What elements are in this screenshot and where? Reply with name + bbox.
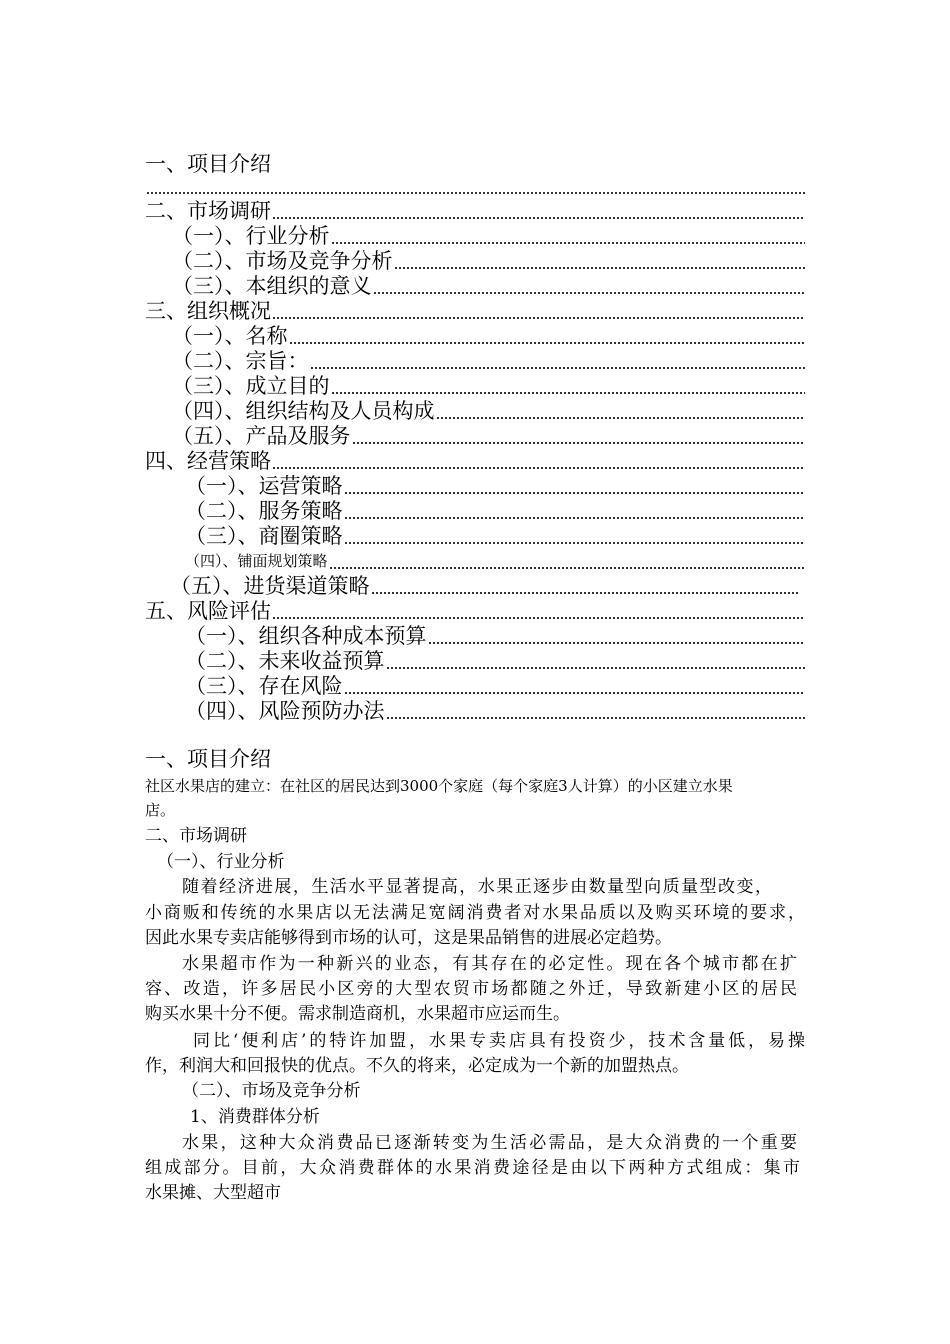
- paragraph-line: 作，利润大和回报快的优点。不久的将来，必定成为一个新的加盟热点。: [145, 1056, 689, 1076]
- paragraph-line: 水果摊、大型超市: [145, 1183, 281, 1203]
- toc-entry-revenue-budget[interactable]: （二）、未来收益预算: [185, 647, 805, 673]
- toc-entry-strategy[interactable]: 四、经营策略: [145, 447, 805, 473]
- toc-entry-purpose[interactable]: （二）、宗旨：: [172, 347, 805, 373]
- toc-entry-industry-analysis[interactable]: （一）、行业分析: [172, 222, 805, 248]
- paragraph-line: 因此水果专卖店能够得到市场的认可，这是果品销售的进展必定趋势。: [145, 928, 672, 948]
- paragraph-line: 同比‘便利店’的特许加盟，水果专卖店具有投资少，技术含量低，易操: [193, 1031, 805, 1051]
- toc-entry-goal[interactable]: （三）、成立目的: [172, 372, 805, 398]
- toc-entry-trade-area[interactable]: （三）、商圈策略: [185, 522, 805, 548]
- toc-entry-existing-risk[interactable]: （三）、存在风险: [185, 672, 805, 698]
- subsection-title-market-competition: （二）、市场及竞争分析: [182, 1081, 361, 1101]
- toc-entry-market-research[interactable]: 二、市场调研: [145, 197, 805, 223]
- toc-entry-risk[interactable]: 五、风险评估: [145, 597, 805, 623]
- toc-entry-operation[interactable]: （一）、运营策略: [185, 472, 805, 498]
- toc-entry-products[interactable]: （五）、产品及服务: [172, 422, 805, 448]
- toc-entry-name[interactable]: （一）、名称: [172, 322, 805, 348]
- toc-entry-organization[interactable]: 三、组织概况: [145, 297, 805, 323]
- paragraph-line: 容、改造，许多居民小区旁的大型农贸市场都随之外迁，导致新建小区的居民: [145, 979, 797, 999]
- intro-text-line: 店。: [145, 801, 176, 819]
- toc-entry-significance[interactable]: （三）、本组织的意义: [172, 272, 805, 298]
- toc-dotted-line: [145, 172, 805, 198]
- toc-entry-cost-budget[interactable]: （一）、组织各种成本预算: [185, 622, 805, 648]
- toc-entry-service[interactable]: （二）、服务策略: [185, 497, 805, 523]
- paragraph-line: 水果，这种大众消费品已逐渐转变为生活必需品，是大众消费的一个重要: [182, 1133, 797, 1153]
- intro-text-line: 社区水果店的建立：在社区的居民达到3000个家庭（每个家庭3人计算）的小区建立水果: [145, 777, 733, 795]
- toc-title: 一、项目介绍: [145, 152, 271, 176]
- toc-entry-store-layout[interactable]: （四）、铺面规划策略: [185, 547, 805, 573]
- subsection-title-consumer-groups: 1、消费群体分析: [190, 1107, 320, 1127]
- paragraph-line: 购买水果十分不便。需求制造商机，水果超市应运而生。: [145, 1004, 570, 1024]
- paragraph-line: 水果超市作为一种新兴的业态，有其存在的必定性。现在各个城市都在扩: [182, 954, 797, 974]
- paragraph-line: 组成部分。目前，大众消费群体的水果消费途径是由以下两种方式组成：集市: [145, 1158, 800, 1178]
- toc-entry-risk-prevention[interactable]: （四）、风险预防办法: [185, 697, 805, 723]
- toc-entry-market-competition[interactable]: （二）、市场及竞争分析: [172, 247, 805, 273]
- section-title-market-research: 二、市场调研: [145, 826, 247, 846]
- section-title-project-intro: 一、项目介绍: [145, 747, 271, 771]
- paragraph-line: 随着经济进展，生活水平显著提高，水果正逐步由数量型向质量型改变，: [182, 877, 772, 897]
- subsection-title-industry: （一）、行业分析: [157, 852, 285, 872]
- toc-entry-structure[interactable]: （四）、组织结构及人员构成: [172, 397, 805, 423]
- paragraph-line: 小商贩和传统的水果店以无法满足宽阔消费者对水果品质以及购买环境的要求，: [145, 903, 805, 923]
- toc-entry-purchasing[interactable]: （五）、进货渠道策略: [170, 572, 800, 598]
